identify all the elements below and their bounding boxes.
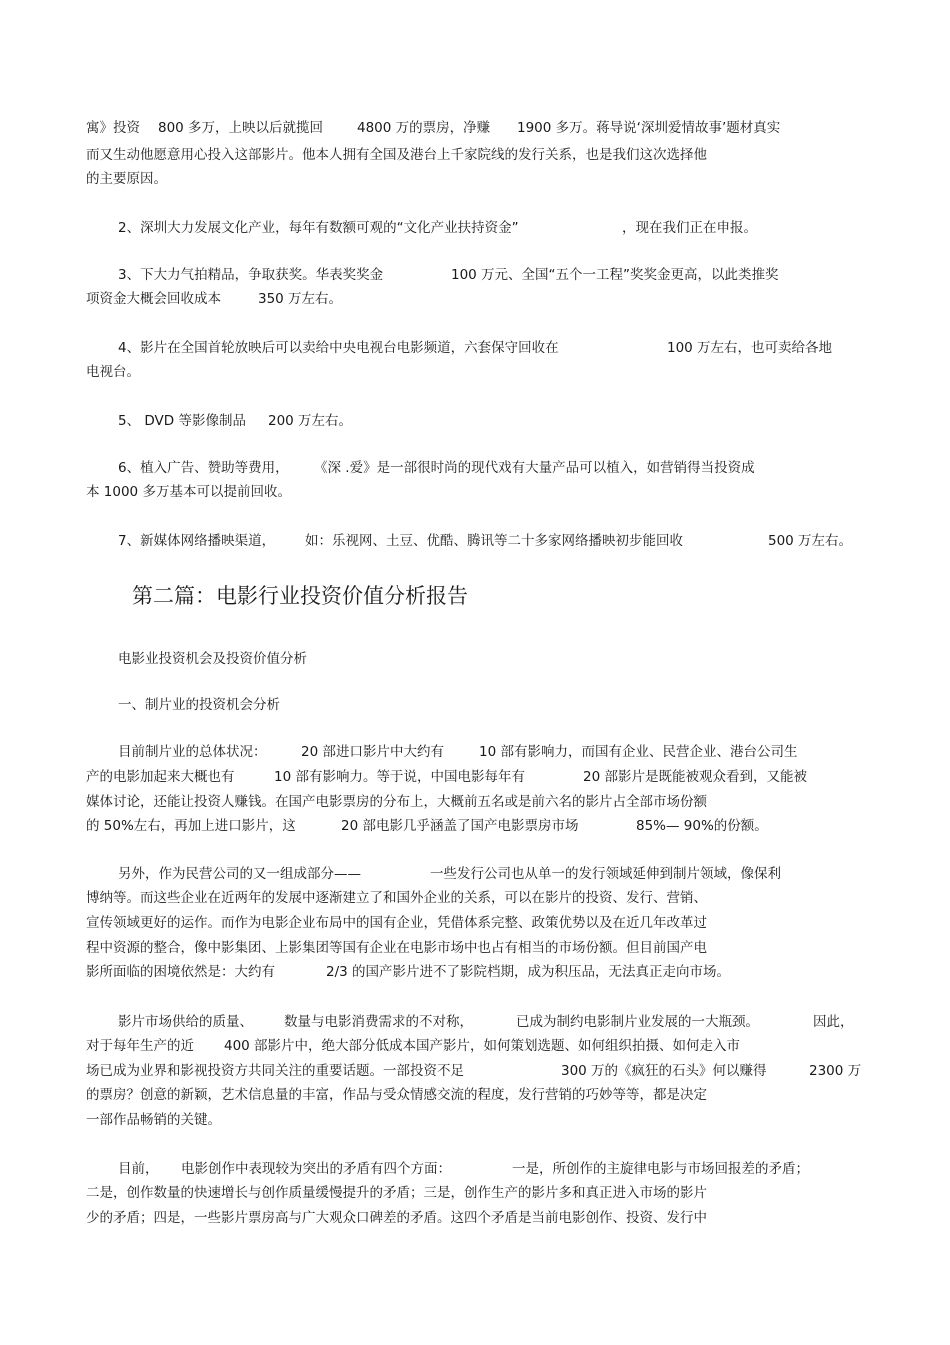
text-run: 2/3 的国产影片进不了影院档期，成为积压品，无法真正走向市场。 [326, 964, 731, 980]
text-run: 2、深圳大力发展文化产业，每年有数额可观的“文化产业扶持资金” [118, 220, 519, 236]
text-run: 影所面临的困境依然是：大约有 [86, 964, 275, 980]
text-run: 程中资源的整合，像中影集团、上影集团等国有企业在电影市场中也占有相当的市场份额。但目前国产电 [86, 940, 707, 956]
text-run: 电视台。 [86, 364, 140, 380]
text-run: 因此， [813, 1014, 854, 1030]
text-run: 4800 万的票房，净赚 [357, 120, 491, 136]
text-run: 3、下大力气拍精品，争取获奖。华表奖奖金 [118, 267, 384, 283]
text-run: 博纳等。而这些企业在近两年的发展中逐渐建立了和国外企业的关系，可以在影片的投资、发行、营销、 [86, 890, 707, 906]
text-run: 媒体讨论，还能让投资人赚钱。在国产电影票房的分布上，大概前五名或是前六名的影片占全部市场份额 [86, 794, 707, 810]
text-run: 本 1000 多万基本可以提前回收。 [86, 484, 291, 500]
text-run: 场已成为业界和影视投资方共同关注的重要话题。一部投资不足 [86, 1063, 464, 1079]
text-run: 100 万左右，也可卖给各地 [667, 340, 833, 356]
text-run: 6、植入广告、赞助等费用， [118, 460, 289, 476]
text-run: 20 部进口影片中大约有 [301, 744, 444, 760]
section-heading: 第二篇：电影行业投资价值分析报告 [132, 584, 468, 608]
text-run: 4、影片在全国首轮放映后可以卖给中央电视台电影频道，六套保守回收在 [118, 340, 559, 356]
text-run: 7、新媒体网络播映渠道， [118, 533, 276, 549]
text-run: 2300 万 [809, 1063, 862, 1079]
text-run: 500 万左右。 [768, 533, 853, 549]
text-run: 目前制片业的总体状况： [118, 744, 267, 760]
text-run: 一些发行公司也从单一的发行领域延伸到制片领域，像保利 [430, 866, 781, 882]
text-run: 二是，创作数量的快速增长与创作质量缓慢提升的矛盾；三是，创作生产的影片多和真正进入市场的影片 [86, 1185, 707, 1201]
text-run: 的 50%左右，再加上进口影片，这 [86, 818, 296, 834]
text-run: 1900 多万。蒋导说‘深圳爱情故事’题材真实 [517, 120, 781, 136]
text-run: 目前， [118, 1161, 159, 1177]
text-run: 宣传领域更好的运作。而作为电影企业布局中的国有企业，凭借体系完整、政策优势以及在近几年改革过 [86, 915, 707, 931]
text-run: 数量与电影消费需求的不对称， [284, 1014, 473, 1030]
text-run: 电影业投资机会及投资价值分析 [118, 651, 307, 667]
text-run: 400 部影片中，绝大部分低成本国产影片，如何策划选题、如何组织拍摄、如何走入市 [224, 1038, 741, 1054]
text-run: 一部作品畅销的关键。 [86, 1112, 221, 1128]
text-run: ，现在我们正在申报。 [622, 220, 757, 236]
text-run: 10 部有影响力，而国有企业、民营企业、港台公司生 [479, 744, 798, 760]
text-run: 而又生动他愿意用心投入这部影片。他本人拥有全国及港台上千家院线的发行关系，也是我们这次选择他 [86, 147, 707, 163]
text-run: 另外，作为民营公司的又一组成部分—— [118, 866, 361, 882]
text-run: 少的矛盾；四是，一些影片票房高与广大观众口碑差的矛盾。这四个矛盾是当前电影创作、投资、发行中 [86, 1210, 707, 1226]
text-run: 的票房？创意的新颖，艺术信息量的丰富，作品与受众情感交流的程度，发行营销的巧妙等等，都是决定 [86, 1087, 707, 1103]
text-run: 800 多万，上映以后就揽回 [158, 120, 324, 136]
text-run: 一是，所创作的主旋律电影与市场回报差的矛盾； [512, 1161, 809, 1177]
text-run: 已成为制约电影制片业发展的一大瓶颈。 [516, 1014, 759, 1030]
text-run: 如：乐视网、土豆、优酷、腾讯等二十多家网络播映初步能回收 [305, 533, 683, 549]
text-run: 200 万左右。 [268, 413, 353, 429]
text-run: 项资金大概会回收成本 [86, 291, 221, 307]
text-run: 300 万的《疯狂的石头》何以赚得 [561, 1063, 767, 1079]
text-run: 《深 .爱》是一部很时尚的现代戏有大量产品可以植入，如营销得当投资成 [314, 460, 755, 476]
text-run: 寓》投资 [86, 120, 140, 136]
text-run: 5、 DVD 等影像制品 [118, 413, 246, 429]
text-run: 85%— 90%的份额。 [636, 818, 768, 834]
text-run: 20 部电影几乎涵盖了国产电影票房市场 [341, 818, 579, 834]
text-run: 10 部有影响力。等于说，中国电影每年有 [274, 769, 525, 785]
text-run: 对于每年生产的近 [86, 1038, 194, 1054]
text-run: 350 万左右。 [258, 291, 343, 307]
text-run: 20 部影片是既能被观众看到，又能被 [583, 769, 807, 785]
text-run: 电影创作中表现较为突出的矛盾有四个方面： [181, 1161, 451, 1177]
text-run: 影片市场供给的质量、 [118, 1014, 253, 1030]
text-run: 一、制片业的投资机会分析 [118, 697, 280, 713]
text-run: 产的电影加起来大概也有 [86, 769, 235, 785]
text-run: 100 万元、全国“五个一工程”奖奖金更高，以此类推奖 [451, 267, 779, 283]
text-run: 的主要原因。 [86, 171, 167, 187]
